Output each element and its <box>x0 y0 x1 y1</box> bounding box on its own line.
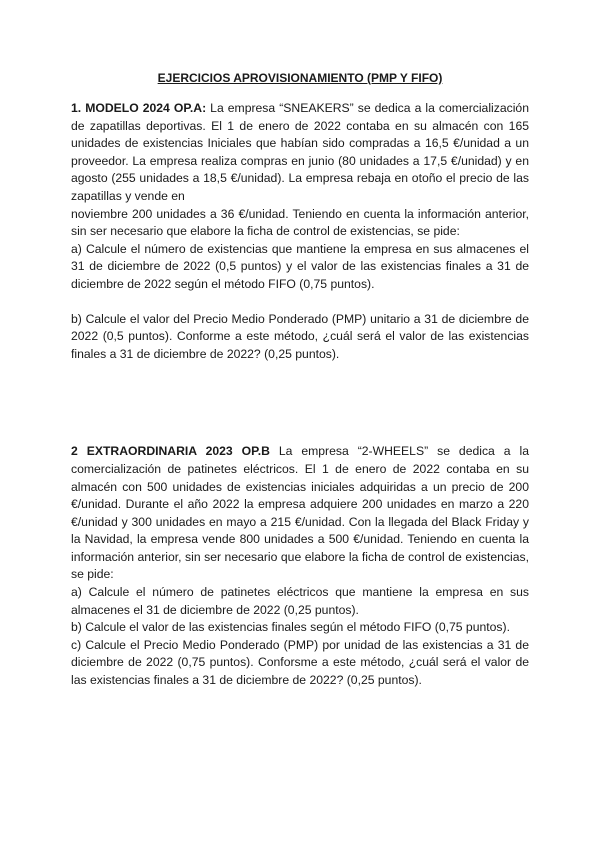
spacer <box>71 363 529 443</box>
document-title: EJERCICIOS APROVISIONAMIENTO (PMP Y FIFO) <box>157 71 443 85</box>
document-page <box>71 70 529 690</box>
exercise-1-statement-continued: noviembre 200 unidades a 36 €/unidad. Teniendo en cuenta la información anterior, sin ser necesario que elabore la ficha de control de existencias, se pide: <box>71 206 529 239</box>
exercise-2-item-c: c) Calcule el Precio Medio Ponderado (PMP) por unidad de las existencias a 31 de diciembre de 2022 (0,75 puntos). Conforsme a este método, ¿cuál será el valor de las existencias finales a 31 de diciembre de 2022? (0,25 puntos). <box>71 637 529 688</box>
exercise-1-item-b: b) Calcule el valor del Precio Medio Ponderado (PMP) unitario a 31 de diciembre de 2022 (0,5 puntos). Conforme a este método, ¿cuál será el valor de las existencias finales a 31 de diciembre de 2022? (0,25 puntos). <box>71 311 529 361</box>
exercise-2-statement: La empresa “2-WHEELS” se dedica a la comercialización de patinetes eléctricos. El 1 de enero de 2022 contaba en su almacén con 500 unidades de existencias iniciales adquiridas a un precio de 200 €/unidad. Durante el año 2022 la empresa adquiere 200 unidades en marzo a 220 €/unidad y 300 unidades en mayo a 215 €/unidad. Con la llegada del Black Friday y la Navidad, la empresa vende 800 unidades a 500 €/unidad. Teniendo en cuenta la información anterior, sin ser necesario que elabore la ficha de control de existencias, se pide: <box>71 444 530 582</box>
exercise-2-heading: 2 EXTRAORDINARIA 2023 OP.B <box>71 444 270 459</box>
exercise-1-heading: 1. MODELO 2024 OP.A: <box>71 101 207 115</box>
exercise-2-intro <box>71 443 529 584</box>
exercise-2 <box>71 443 529 689</box>
spacer <box>71 294 529 311</box>
exercise-1-item-a: a) Calcule el número de existencias que mantiene la empresa en sus almacenes el 31 de diciembre de 2022 (0,5 puntos) y el valor de las existencias finales a 31 de diciembre de 2022 según el método FIFO (0,75 puntos). <box>71 241 529 291</box>
exercise-1-statement: La empresa “SNEAKERS” se dedica a la comercialización de zapatillas deportivas. El 1 de enero de 2022 contaba en su almacén con 165 unidades de existencias Iniciales que habían sido compradas a 16,5 €/unidad a un proveedor. La empresa realiza compras en junio (80 unidades a 17,5 €/unidad) y en agosto (255 unidades a 18,5 €/unidad). La empresa rebaja en otoño el precio de las zapatillas y vende en <box>71 101 529 203</box>
exercise-1-intro <box>71 100 529 206</box>
exercise-1 <box>71 100 529 363</box>
exercise-2-item-b: b) Calcule el valor de las existencias finales según el método FIFO (0,75 puntos). <box>71 620 510 635</box>
exercise-2-item-a: a) Calcule el número de patinetes eléctricos que mantiene la empresa en sus almacenes el 31 de diciembre de 2022 (0,25 puntos). <box>71 585 529 617</box>
